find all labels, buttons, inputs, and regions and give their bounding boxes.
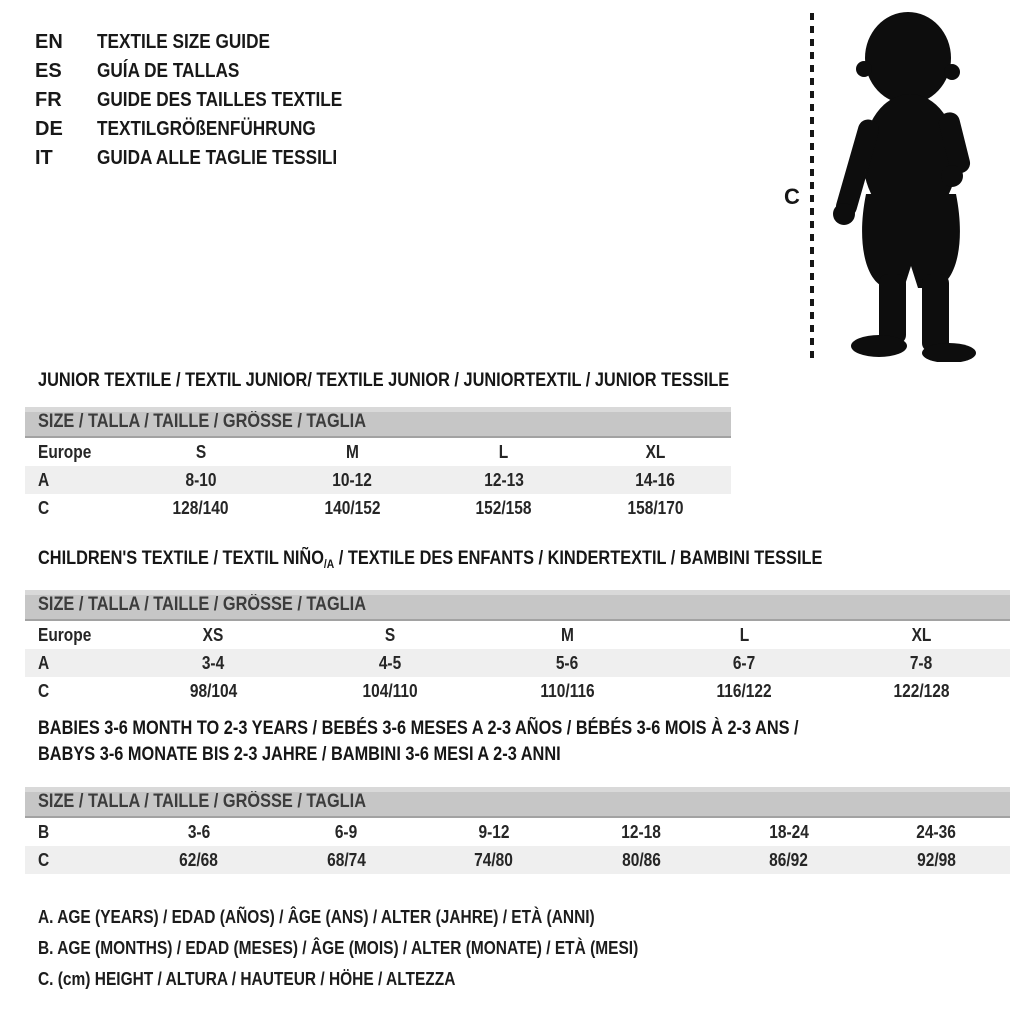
size-table-header [25,407,731,438]
age-cell: 4-5 [379,652,402,673]
months-cell: 6-9 [335,821,358,842]
size-cell: M [561,624,574,645]
months-cell: 24-36 [916,821,957,842]
months-cell: 9-12 [478,821,510,842]
babies-heading-line2: BABYS 3-6 MONATE BIS 2-3 JAHRE / BAMBINI 3-6 MESI A 2-3 ANNI [38,744,561,765]
size-table-header [25,787,1010,818]
children-size-table [25,590,1010,705]
size-cell: S [385,624,396,645]
size-header-text: SIZE / TALLA / TAILLE / GRÖSSE / TAGLIA [38,593,367,615]
children-section-heading [38,546,950,577]
height-cell: 98/104 [189,680,238,701]
age-cell: 12-13 [483,469,524,490]
months-cell: 12-18 [621,821,662,842]
row-label: A [38,469,50,490]
height-cell: 80/86 [621,849,661,870]
babies-heading-line1: BABIES 3-6 MONTH TO 2-3 YEARS / BEBÉS 3-6 MESES A 2-3 AÑOS / BÉBÉS 3-6 MOIS À 2-3 ANS / [38,718,799,739]
height-cell: 116/122 [716,680,773,701]
height-cell: 68/74 [326,849,366,870]
note-height-cm: C. (cm) HEIGHT / ALTURA / HAUTEUR / HÖHE / ALTEZZA [38,969,456,989]
row-label: B [38,821,50,842]
junior-heading-text: JUNIOR TEXTILE / TEXTIL JUNIOR/ TEXTILE JUNIOR / JUNIORTEXTIL / JUNIOR TESSILE [38,370,730,391]
months-cell: 3-6 [187,821,210,842]
height-cell: 158/170 [627,497,684,518]
row-label: Europe [38,624,92,645]
language-row-en [35,28,382,57]
height-cell: 92/98 [916,849,956,870]
junior-size-table [25,407,731,522]
height-cell: 128/140 [172,497,229,518]
height-cell: 86/92 [769,849,809,870]
language-title: GUIDE DES TAILLES TEXTILE [97,89,343,111]
height-cell: 110/116 [540,680,595,701]
size-table-header [25,590,1010,621]
size-cell: M [345,441,359,462]
age-cell: 3-4 [202,652,225,673]
row-label: Europe [38,441,92,462]
table-row-height [25,846,1010,874]
table-row-europe [25,438,731,466]
table-row-height [25,677,1010,705]
language-row-it [35,144,382,173]
language-code: DE [35,118,63,140]
row-label: C [38,680,50,701]
table-row-months [25,818,1010,846]
height-cell: 140/152 [324,497,381,518]
language-list [35,28,382,173]
age-cell: 14-16 [635,469,676,490]
children-heading-text: CHILDREN'S TEXTILE / TEXTIL $NIÑO_{/A}$ / TEXTILE DES ENFANTS / KINDERTEXTIL / BAMBINI TESSILE [38,548,823,571]
table-row-europe [25,621,1010,649]
note-age-years: A. AGE (YEARS) / EDAD (AÑOS) / ÂGE (ANS) / ALTER (JAHRE) / ETÀ (ANNI) [38,907,595,927]
age-cell: 8-10 [185,469,217,490]
height-measure-label: C [784,184,800,209]
language-row-de [35,115,382,144]
toddler-silhouette-icon [822,6,990,362]
junior-section-heading [38,368,842,394]
language-title: TEXTILE SIZE GUIDE [97,31,270,53]
height-cell: 62/68 [179,849,219,870]
language-title: GUIDA ALLE TAGLIE TESSILI [97,147,338,169]
language-code: ES [35,60,62,82]
size-cell: L [739,624,750,645]
table-row-age [25,466,731,494]
height-cell: 74/80 [474,849,514,870]
language-row-fr [35,86,382,115]
language-code: EN [35,31,63,53]
size-header-text: SIZE / TALLA / TAILLE / GRÖSSE / TAGLIA [38,790,367,812]
months-cell: 18-24 [768,821,809,842]
language-title: GUÍA DE TALLAS [97,60,240,82]
height-dotted-line [810,13,814,360]
note-age-months: B. AGE (MONTHS) / EDAD (MESES) / ÂGE (MOIS) / ALTER (MONATE) / ETÀ (MESI) [38,938,639,958]
height-cell: 104/110 [362,680,419,701]
table-row-height [25,494,731,522]
size-header-text: SIZE / TALLA / TAILLE / GRÖSSE / TAGLIA [38,410,367,432]
age-cell: 5-6 [556,652,579,673]
age-cell: 7-8 [910,652,933,673]
row-label: A [38,652,50,673]
size-cell: L [499,441,509,462]
language-code: IT [35,147,53,169]
height-cell: 152/158 [475,497,532,518]
size-cell: S [195,441,206,462]
age-cell: 10-12 [332,469,373,490]
table-row-age [25,649,1010,677]
age-cell: 6-7 [733,652,756,673]
babies-section-heading [38,716,922,768]
language-title: TEXTILGRÖßENFÜHRUNG [97,118,316,140]
language-code: FR [35,89,62,111]
size-cell: XS [203,624,224,645]
row-label: C [38,497,50,518]
size-cell: XL [645,441,666,462]
size-cell: XL [911,624,932,645]
legend-notes [38,902,736,995]
language-row-es [35,57,382,86]
babies-size-table [25,787,1010,874]
heading-subscript: /A [323,557,335,571]
height-cell: 122/128 [893,680,950,701]
row-label: C [38,849,50,870]
